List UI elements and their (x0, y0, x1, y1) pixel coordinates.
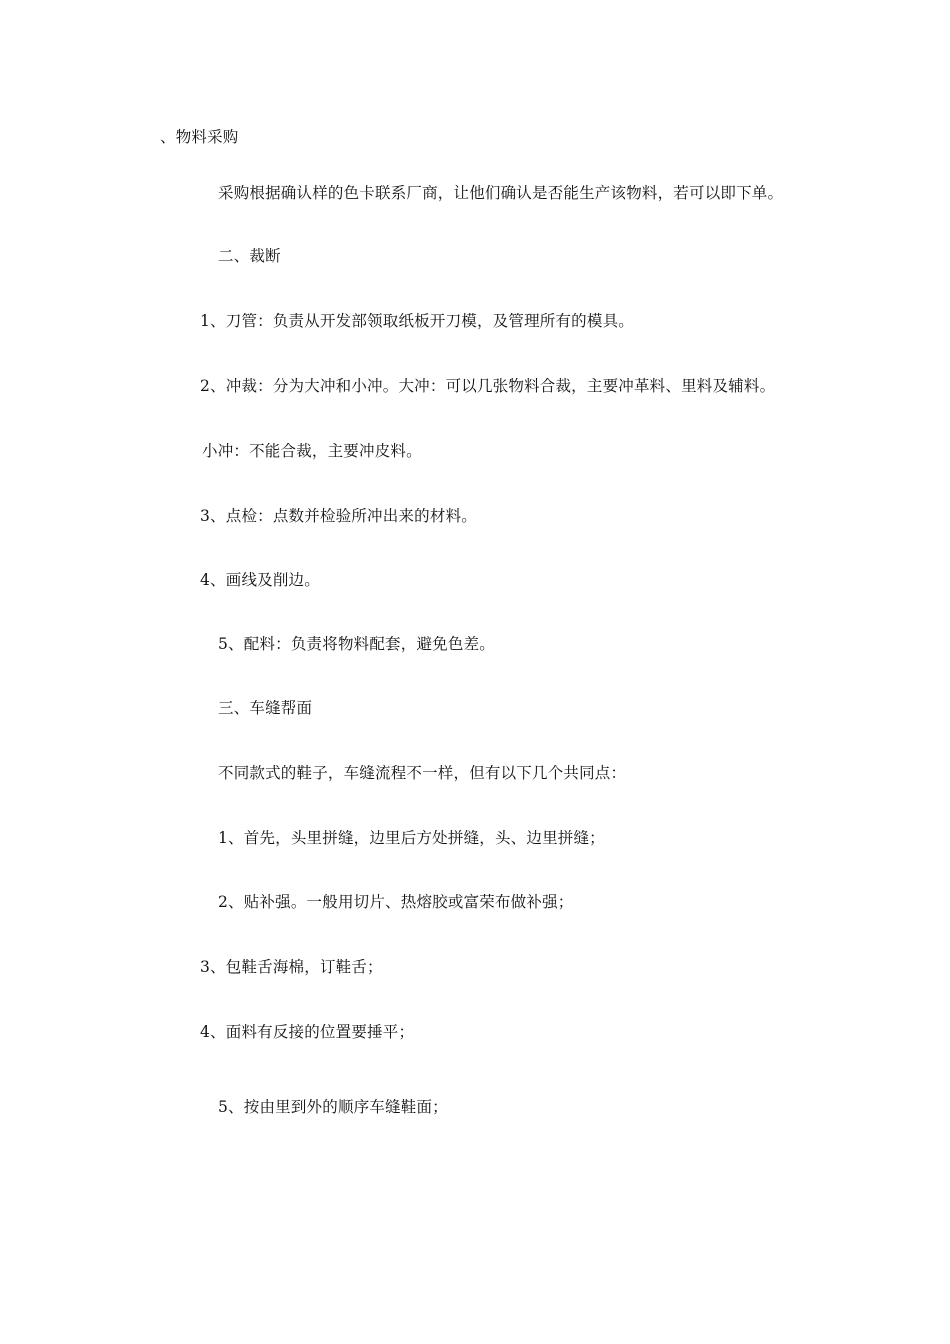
list-item-inspection: 3、点检：点数并检验所冲出来的材料。 (200, 507, 477, 525)
list-item-knife-management: 1、刀管：负责从开发部领取纸板开刀模，及管理所有的模具。 (200, 312, 634, 330)
section-heading-cutting: 二、裁断 (218, 247, 281, 265)
paragraph-small-punch: 小冲：不能合裁，主要冲皮料。 (202, 442, 422, 460)
list-item-punch-cutting: 2、冲裁：分为大冲和小冲。大冲：可以几张物料合裁，主要冲革料、里料及辅料。 (200, 377, 776, 395)
list-item-marking-skiving: 4、画线及削边。 (200, 571, 320, 589)
list-item-flatten-joints: 4、面料有反接的位置要捶平； (200, 1023, 415, 1041)
paragraph-purchasing: 采购根据确认样的色卡联系厂商，让他们确认是否能生产该物料，若可以即下单。 (218, 184, 784, 202)
section-heading-material-purchasing: 、物料采购 (160, 128, 239, 146)
list-item-lining-seams: 1、首先，头里拼缝，边里后方处拼缝，头、边里拼缝； (218, 829, 605, 847)
paragraph-stitching-intro: 不同款式的鞋子，车缝流程不一样，但有以下几个共同点： (218, 764, 627, 782)
list-item-material-matching: 5、配料：负责将物料配套，避免色差。 (218, 635, 495, 653)
list-item-reinforcement: 2、贴补强。一般用切片、热熔胶或富荣布做补强； (218, 893, 574, 911)
list-item-stitch-order: 5、按由里到外的顺序车缝鞋面； (218, 1098, 448, 1116)
section-heading-upper-stitching: 三、车缝帮面 (218, 699, 313, 717)
list-item-tongue-foam: 3、包鞋舌海棉，订鞋舌； (200, 958, 383, 976)
